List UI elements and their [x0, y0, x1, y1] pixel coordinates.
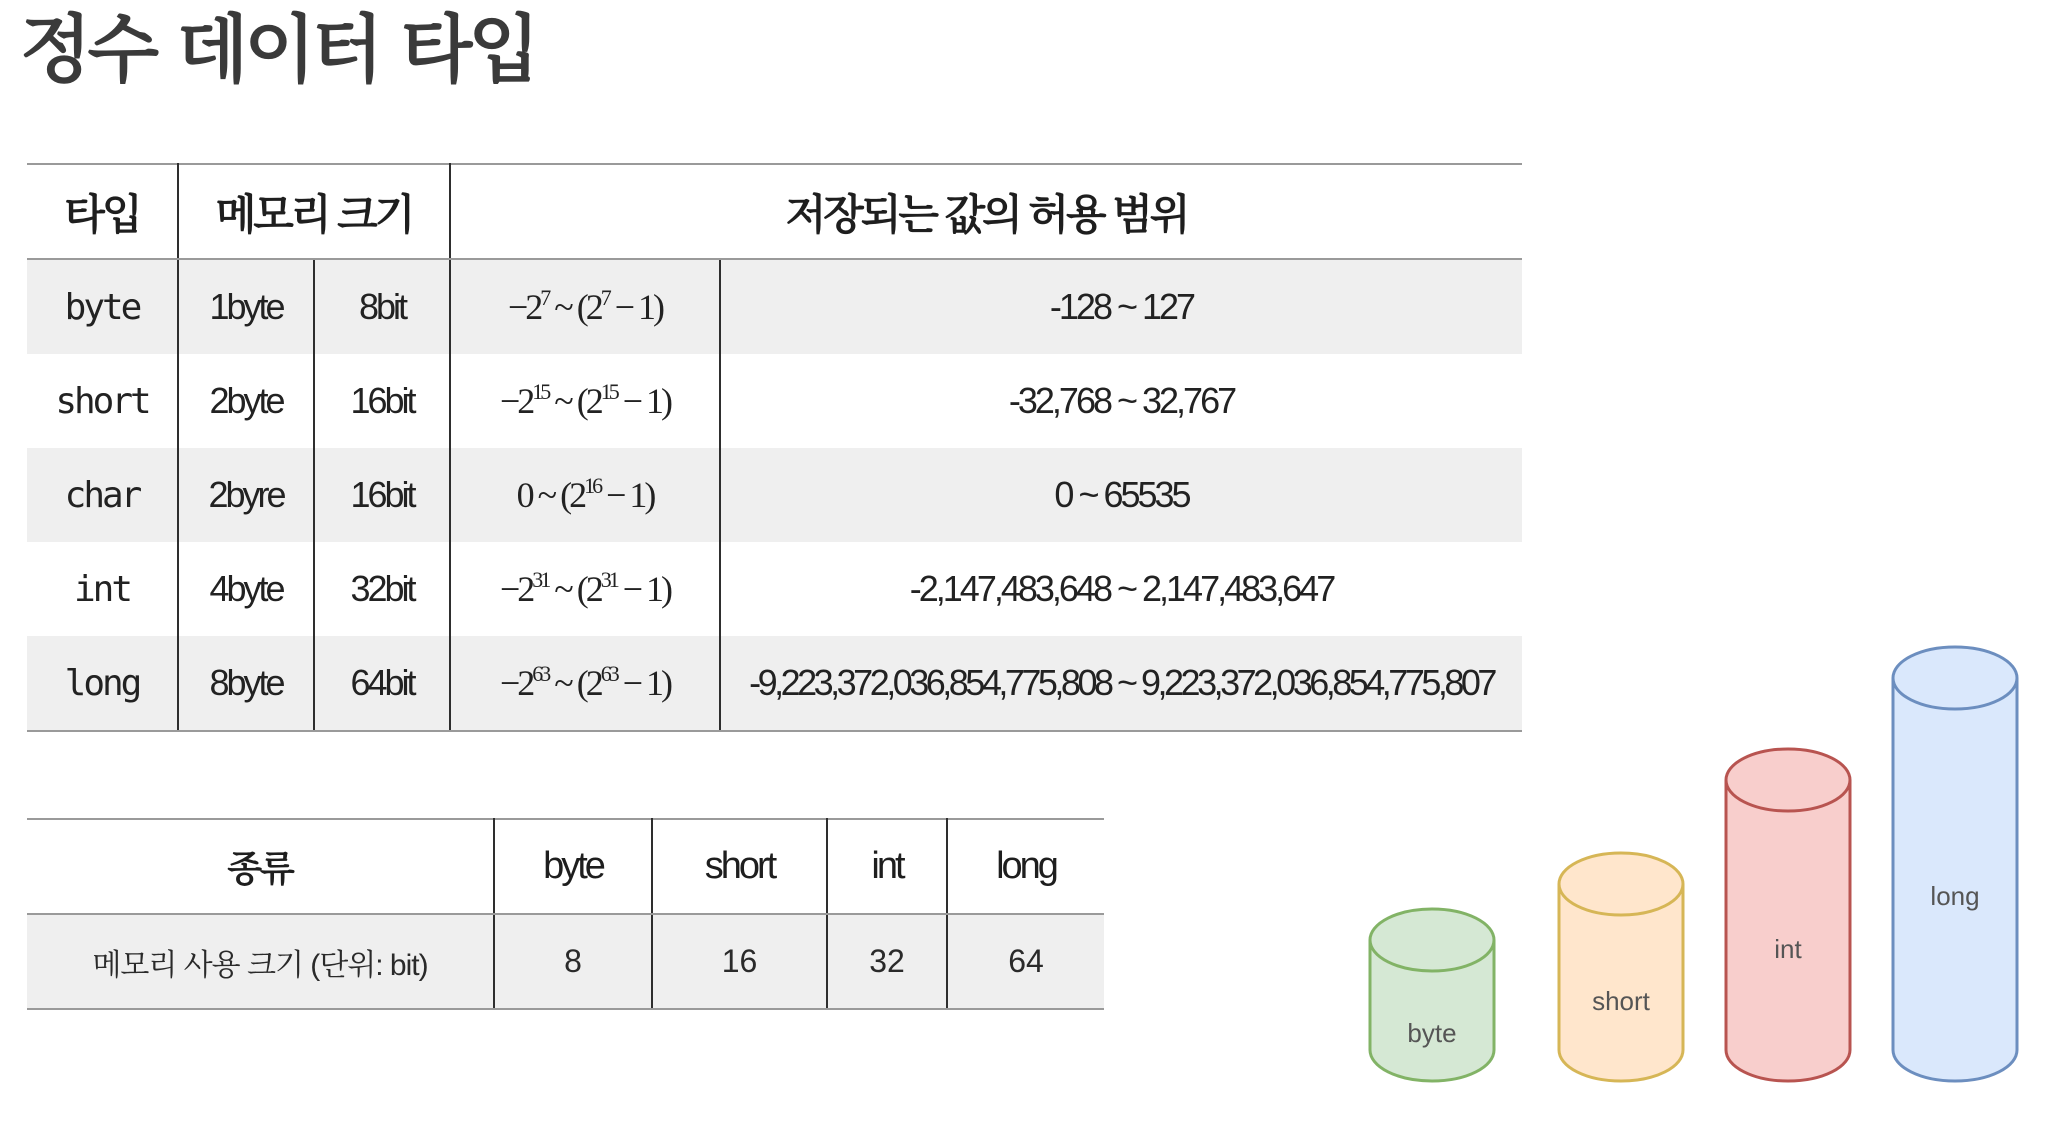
size-cylinders-illustration: [1360, 640, 2040, 1110]
size-bytes: 2byte: [178, 354, 314, 448]
cylinder-label: byte: [1407, 1018, 1457, 1048]
header-kind: 종류: [27, 819, 494, 914]
size-bits: 16bit: [314, 354, 450, 448]
header-short: short: [652, 819, 827, 914]
size-bytes: 1byte: [178, 259, 314, 354]
cylinder-long: [1893, 647, 2017, 1081]
size-bytes: 2byre: [178, 448, 314, 542]
header-type: 타입: [27, 164, 178, 259]
table-row: [27, 448, 1522, 542]
size-bits: 8bit: [314, 259, 450, 354]
table-row: [27, 914, 1104, 1009]
range-values: -9,223,372,036,854,775,808 ~ 9,223,372,036,854,775,807: [720, 636, 1522, 731]
table-header-row: [27, 819, 1104, 914]
value-short: 16: [652, 914, 827, 1009]
type-name: byte: [27, 259, 178, 354]
range-values: 0 ~ 65535: [720, 448, 1522, 542]
header-memory-size: 메모리 크기: [178, 164, 450, 259]
type-name: int: [27, 542, 178, 636]
size-bits: 32bit: [314, 542, 450, 636]
size-bits: 16bit: [314, 448, 450, 542]
memory-size-table: [27, 818, 1104, 1010]
cylinder-int: [1726, 749, 1850, 1081]
cylinder-label: int: [1774, 934, 1802, 964]
size-bytes: 8byte: [178, 636, 314, 731]
integer-type-table: [27, 163, 1522, 732]
table-header-row: [27, 164, 1522, 259]
range-formula: $-2^{15}$ ~ $(2^{15} - 1)$: [450, 354, 720, 448]
header-byte: byte: [494, 819, 652, 914]
range-formula: $-2^{63}$ ~ $(2^{63} - 1)$: [450, 636, 720, 731]
range-formula: 0 ~ $(2^{16} - 1)$: [450, 448, 720, 542]
range-values: -128 ~ 127: [720, 259, 1522, 354]
page-title: 정수 데이터 타입: [20, 7, 536, 93]
type-name: short: [27, 354, 178, 448]
range-formula: $-2^7$ ~ $(2^7 - 1)$: [450, 259, 720, 354]
row-label: 메모리 사용 크기 (단위: bit): [27, 914, 494, 1009]
cylinder-label: short: [1592, 986, 1650, 1016]
value-int: 32: [827, 914, 947, 1009]
size-bits: 64bit: [314, 636, 450, 731]
size-bytes: 4byte: [178, 542, 314, 636]
table-row: [27, 354, 1522, 448]
table-row: [27, 259, 1522, 354]
header-long: long: [947, 819, 1104, 914]
table-row: [27, 542, 1522, 636]
range-values: -32,768 ~ 32,767: [1008, 380, 1235, 421]
value-byte: 8: [494, 914, 652, 1009]
range-formula: $-2^{31}$ ~ $(2^{31} - 1)$: [450, 542, 720, 636]
type-name: char: [27, 448, 178, 542]
cylinder-short: [1559, 853, 1683, 1081]
cylinder-byte: [1370, 909, 1494, 1081]
header-int: int: [827, 819, 947, 914]
header-value-range: 저장되는 값의 허용 범위: [450, 164, 1522, 259]
cylinder-label: long: [1930, 881, 1980, 911]
range-values: -2,147,483,648 ~ 2,147,483,647: [909, 568, 1334, 609]
table-row: [27, 636, 1522, 731]
type-name: long: [27, 636, 178, 731]
value-long: 64: [947, 914, 1104, 1009]
